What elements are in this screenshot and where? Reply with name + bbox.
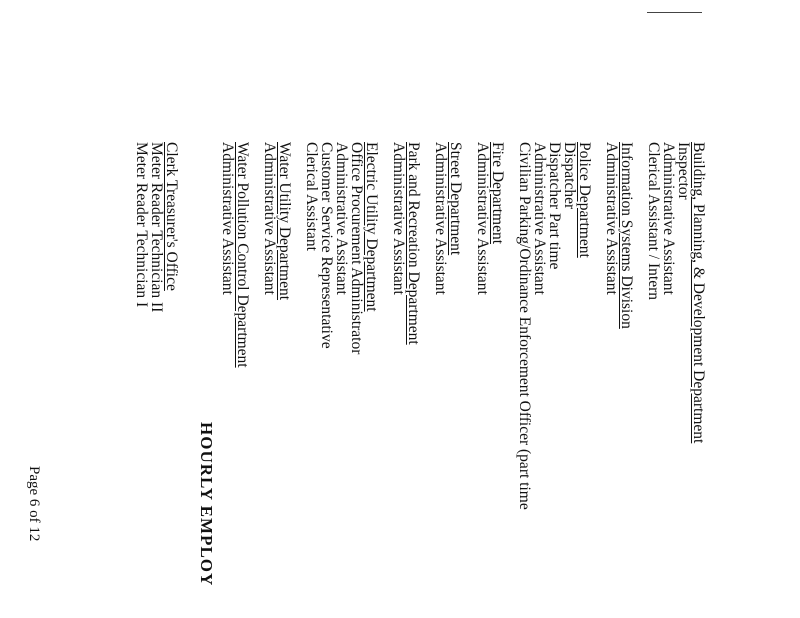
position-title: Civilian Parking/Ordinance Enforcement Officer (part time — [516, 142, 533, 510]
position-title: Administrative Assistant — [660, 142, 677, 295]
position-title: Administrative Assistant — [219, 142, 236, 295]
position-title: Administrative Assistant — [432, 142, 449, 295]
clerk-treasurer-list — [134, 142, 179, 312]
position-title: Administrative Assistant — [261, 142, 278, 295]
position-title: Administrative Assistant — [531, 142, 548, 295]
position-title: Administrative Assistant — [474, 142, 491, 295]
position-title: Clerical Assistant — [303, 142, 320, 251]
section-heading: HOURLY EMPLOY — [197, 422, 216, 587]
position-title: Dispatcher — [561, 142, 578, 210]
position-title: Meter Reader Technician I — [133, 142, 150, 308]
department-list — [220, 142, 706, 510]
position-title: Office Procurement Administrator — [348, 142, 365, 355]
department-heading: Building, Planning, & Development Department — [690, 142, 707, 444]
department-heading: Water Utility Department — [276, 142, 293, 301]
department-heading: Police Department — [576, 142, 593, 258]
position-title: Dispatcher Part time — [546, 142, 563, 270]
department-heading: Street Department — [447, 142, 464, 256]
department-heading: Information Systems Division — [618, 142, 635, 329]
position-title: Customer Service Representative — [318, 142, 335, 349]
department-heading: Electric Utility Department — [363, 142, 380, 312]
position-title: Meter Reader Technician II — [148, 142, 165, 313]
department-heading: Water Pollution Control Department — [234, 142, 251, 368]
page-footer: Page 6 of 12 — [26, 466, 42, 542]
department-heading: Clerk Treasurer's Office — [163, 142, 180, 291]
department-heading: Fire Department — [489, 142, 506, 245]
department-heading: Park and Recreation Department — [405, 142, 422, 345]
position-title: Clerical Assistant / Intern — [645, 142, 662, 300]
position-title: Administrative Assistant — [333, 142, 350, 295]
position-title: Administrative Assistant — [603, 142, 620, 295]
position-title: Inspector — [675, 142, 692, 200]
position-title: Administrative Assistant — [390, 142, 407, 295]
header-rule — [647, 12, 702, 13]
